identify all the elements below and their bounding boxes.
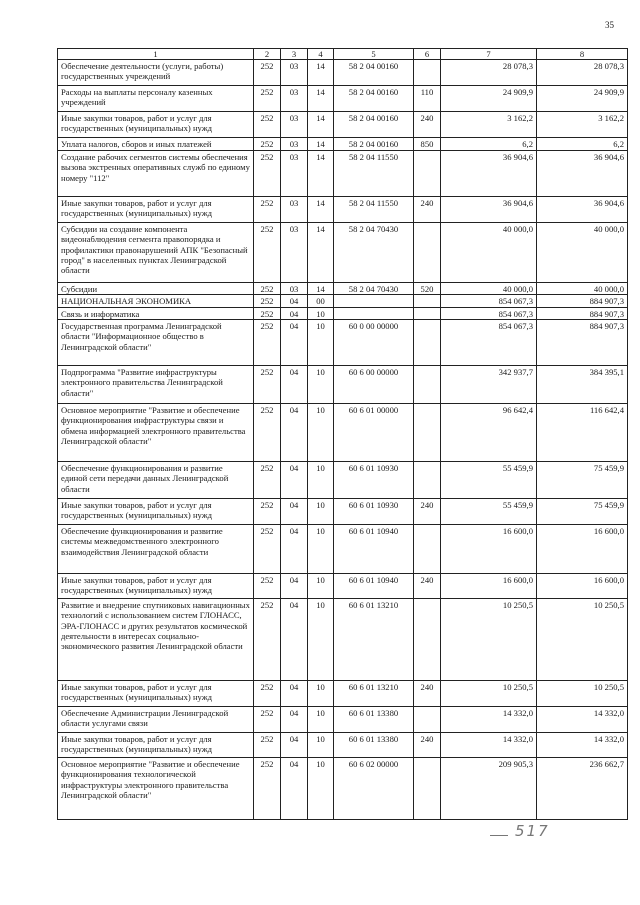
row-name-cell: Расходы на выплаты персоналу казенных учреждений [58,86,254,112]
row-name-cell: Создание рабочих сегментов системы обеспечения вызова экстренных оперативных служб по единому номеру "112" [58,151,254,197]
table-row [58,365,628,403]
section-code-cell: 04 [281,365,308,403]
amount-year1-cell: 16 600,0 [441,573,537,598]
row-name-cell: НАЦИОНАЛЬНАЯ ЭКОНОМИКА [58,295,254,307]
expense-type-cell: 240 [414,197,441,223]
amount-year2-cell: 6,2 [537,138,628,151]
target-article-cell: 58 2 04 00160 [334,86,414,112]
amount-year2-cell: 116 642,4 [537,403,628,461]
section-code-cell: 04 [281,461,308,498]
amount-year1-cell: 854 067,3 [441,319,537,365]
expense-type-cell: 240 [414,680,441,706]
target-article-cell: 58 2 04 11550 [334,197,414,223]
section-code-cell: 03 [281,197,308,223]
target-article-cell: 60 6 01 13380 [334,732,414,757]
target-article-cell: 58 2 04 00160 [334,112,414,138]
row-name-cell: Уплата налогов, сборов и иных платежей [58,138,254,151]
amount-year1-cell: 10 250,5 [441,680,537,706]
header-cell: 2 [254,49,281,60]
header-cell: 3 [281,49,308,60]
section-code-cell: 03 [281,86,308,112]
ministry-code-cell: 252 [254,112,281,138]
subsection-code-cell: 14 [308,151,334,197]
amount-year2-cell: 16 600,0 [537,524,628,573]
amount-year2-cell: 236 662,7 [537,757,628,819]
ministry-code-cell: 252 [254,680,281,706]
ministry-code-cell: 252 [254,524,281,573]
amount-year2-cell: 75 459,9 [537,498,628,524]
expense-type-cell: 240 [414,112,441,138]
header-cell: 1 [58,49,254,60]
amount-year2-cell: 36 904,6 [537,197,628,223]
ministry-code-cell: 252 [254,197,281,223]
expense-type-cell [414,598,441,680]
target-article-cell: 60 6 01 10940 [334,573,414,598]
amount-year1-cell: 36 904,6 [441,151,537,197]
target-article-cell [334,295,414,307]
amount-year1-cell: 55 459,9 [441,461,537,498]
row-name-cell: Развитие и внедрение спутниковых навигационных технологий с использованием систем ГЛОНАСС, ЭРА-ГЛОНАСС и других результатов космической деятельности в интересах социально-экономического развития Ленинградской области [58,598,254,680]
ministry-code-cell: 252 [254,461,281,498]
amount-year1-cell: 10 250,5 [441,598,537,680]
header-cell: 8 [537,49,628,60]
header-cell: 6 [414,49,441,60]
expense-type-cell [414,60,441,86]
section-code-cell: 04 [281,403,308,461]
subsection-code-cell: 10 [308,598,334,680]
subsection-code-cell: 14 [308,112,334,138]
table-row [58,112,628,138]
amount-year2-cell: 884 907,3 [537,319,628,365]
table-row [58,60,628,86]
row-name-cell: Иные закупки товаров, работ и услуг для государственных (муниципальных) нужд [58,732,254,757]
section-code-cell: 04 [281,757,308,819]
ministry-code-cell: 252 [254,283,281,295]
row-name-cell: Субсидии [58,283,254,295]
row-name-cell: Иные закупки товаров, работ и услуг для государственных (муниципальных) нужд [58,680,254,706]
page-number: 35 [605,20,614,30]
subsection-code-cell: 10 [308,524,334,573]
expense-type-cell [414,403,441,461]
subsection-code-cell: 10 [308,307,334,319]
subsection-code-cell: 00 [308,295,334,307]
row-name-cell: Основное мероприятие "Развитие и обеспечение функционирования технологической инфраструктуры электронного правительства Ленинградской области" [58,757,254,819]
amount-year1-cell: 36 904,6 [441,197,537,223]
amount-year1-cell: 55 459,9 [441,498,537,524]
amount-year1-cell: 40 000,0 [441,283,537,295]
row-name-cell: Иные закупки товаров, работ и услуг для государственных (муниципальных) нужд [58,573,254,598]
target-article-cell: 60 6 01 10930 [334,461,414,498]
ministry-code-cell: 252 [254,86,281,112]
target-article-cell: 60 6 01 13210 [334,680,414,706]
expense-type-cell [414,524,441,573]
table-row [58,680,628,706]
subsection-code-cell: 10 [308,573,334,598]
ministry-code-cell: 252 [254,706,281,732]
table-row [58,461,628,498]
expense-type-cell [414,295,441,307]
target-article-cell [334,307,414,319]
ministry-code-cell: 252 [254,60,281,86]
amount-year1-cell: 3 162,2 [441,112,537,138]
expense-type-cell: 850 [414,138,441,151]
section-code-cell: 04 [281,307,308,319]
amount-year2-cell: 14 332,0 [537,732,628,757]
table-row [58,283,628,295]
section-code-cell: 04 [281,524,308,573]
expense-type-cell [414,223,441,283]
amount-year1-cell: 24 909,9 [441,86,537,112]
section-code-cell: 04 [281,573,308,598]
subsection-code-cell: 10 [308,403,334,461]
ministry-code-cell: 252 [254,757,281,819]
row-name-cell: Основное мероприятие "Развитие и обеспечение функционирования инфраструктуры связи и обмена информацией электронного правительства Ленинградской области" [58,403,254,461]
table-row [58,757,628,819]
table-row [58,319,628,365]
target-article-cell: 60 6 00 00000 [334,365,414,403]
handwritten-page-number: 517 [515,822,550,840]
target-article-cell: 60 0 00 00000 [334,319,414,365]
table-row [58,706,628,732]
section-code-cell: 04 [281,498,308,524]
target-article-cell: 58 2 04 11550 [334,151,414,197]
subsection-code-cell: 10 [308,319,334,365]
table-header-row [58,49,628,60]
row-name-cell: Иные закупки товаров, работ и услуг для государственных (муниципальных) нужд [58,197,254,223]
amount-year2-cell: 16 600,0 [537,573,628,598]
expense-type-cell [414,151,441,197]
ministry-code-cell: 252 [254,732,281,757]
table-row [58,403,628,461]
target-article-cell: 58 2 04 70430 [334,283,414,295]
amount-year1-cell: 14 332,0 [441,732,537,757]
table-row [58,524,628,573]
target-article-cell: 60 6 01 10940 [334,524,414,573]
expense-type-cell [414,461,441,498]
section-code-cell: 04 [281,680,308,706]
subsection-code-cell: 10 [308,706,334,732]
table-row [58,295,628,307]
expense-type-cell [414,706,441,732]
expense-type-cell [414,365,441,403]
section-code-cell: 04 [281,598,308,680]
table-row [58,598,628,680]
amount-year2-cell: 24 909,9 [537,86,628,112]
section-code-cell: 04 [281,319,308,365]
subsection-code-cell: 10 [308,680,334,706]
subsection-code-cell: 14 [308,86,334,112]
row-name-cell: Иные закупки товаров, работ и услуг для государственных (муниципальных) нужд [58,498,254,524]
table-row [58,307,628,319]
header-cell: 7 [441,49,537,60]
amount-year2-cell: 10 250,5 [537,680,628,706]
row-name-cell: Связь и информатика [58,307,254,319]
table-row [58,732,628,757]
target-article-cell: 58 2 04 00160 [334,60,414,86]
ministry-code-cell: 252 [254,598,281,680]
target-article-cell: 60 6 02 00000 [334,757,414,819]
expense-type-cell: 240 [414,732,441,757]
amount-year1-cell: 209 905,3 [441,757,537,819]
table-row [58,138,628,151]
section-code-cell: 03 [281,223,308,283]
amount-year2-cell: 10 250,5 [537,598,628,680]
amount-year2-cell: 884 907,3 [537,307,628,319]
ministry-code-cell: 252 [254,498,281,524]
ministry-code-cell: 252 [254,223,281,283]
ministry-code-cell: 252 [254,295,281,307]
section-code-cell: 03 [281,112,308,138]
ministry-code-cell: 252 [254,319,281,365]
subsection-code-cell: 14 [308,60,334,86]
amount-year1-cell: 96 642,4 [441,403,537,461]
amount-year2-cell: 884 907,3 [537,295,628,307]
ministry-code-cell: 252 [254,307,281,319]
expense-type-cell [414,307,441,319]
amount-year1-cell: 16 600,0 [441,524,537,573]
target-article-cell: 58 2 04 00160 [334,138,414,151]
row-name-cell: Обеспечение деятельности (услуги, работы) государственных учреждений [58,60,254,86]
table-row [58,151,628,197]
amount-year2-cell: 40 000,0 [537,223,628,283]
expense-type-cell: 520 [414,283,441,295]
row-name-cell: Субсидии на создание компонента видеонаблюдения сегмента правопорядка и профилактики правонарушений АПК "Безопасный город" в населенных пунктах Ленинградской области [58,223,254,283]
section-code-cell: 04 [281,295,308,307]
target-article-cell: 60 6 01 00000 [334,403,414,461]
table-row [58,573,628,598]
ministry-code-cell: 252 [254,151,281,197]
section-code-cell: 03 [281,283,308,295]
subsection-code-cell: 14 [308,197,334,223]
target-article-cell: 60 6 01 10930 [334,498,414,524]
amount-year2-cell: 36 904,6 [537,151,628,197]
section-code-cell: 03 [281,151,308,197]
header-cell: 5 [334,49,414,60]
target-article-cell: 60 6 01 13380 [334,706,414,732]
ministry-code-cell: 252 [254,138,281,151]
amount-year1-cell: 6,2 [441,138,537,151]
ministry-code-cell: 252 [254,365,281,403]
amount-year1-cell: 854 067,3 [441,307,537,319]
subsection-code-cell: 14 [308,283,334,295]
table-row [58,223,628,283]
amount-year1-cell: 28 078,3 [441,60,537,86]
ministry-code-cell: 252 [254,573,281,598]
table-row [58,197,628,223]
subsection-code-cell: 10 [308,757,334,819]
subsection-code-cell: 14 [308,138,334,151]
expense-type-cell [414,757,441,819]
row-name-cell: Иные закупки товаров, работ и услуг для государственных (муниципальных) нужд [58,112,254,138]
budget-table [57,48,628,820]
ministry-code-cell: 252 [254,403,281,461]
section-code-cell: 03 [281,138,308,151]
section-code-cell: 04 [281,706,308,732]
amount-year1-cell: 854 067,3 [441,295,537,307]
amount-year1-cell: 40 000,0 [441,223,537,283]
expense-type-cell: 110 [414,86,441,112]
header-cell: 4 [308,49,334,60]
amount-year1-cell: 342 937,7 [441,365,537,403]
target-article-cell: 58 2 04 70430 [334,223,414,283]
expense-type-cell: 240 [414,573,441,598]
amount-year2-cell: 3 162,2 [537,112,628,138]
subsection-code-cell: 10 [308,365,334,403]
row-name-cell: Обеспечение функционирования и развитие единой сети передачи данных Ленинградской области [58,461,254,498]
table-row [58,498,628,524]
target-article-cell: 60 6 01 13210 [334,598,414,680]
row-name-cell: Обеспечение Администрации Ленинградской области услугами связи [58,706,254,732]
section-code-cell: 04 [281,732,308,757]
amount-year2-cell: 75 459,9 [537,461,628,498]
row-name-cell: Подпрограмма "Развитие инфраструктуры электронного правительства Ленинградской области" [58,365,254,403]
expense-type-cell: 240 [414,498,441,524]
amount-year2-cell: 14 332,0 [537,706,628,732]
amount-year1-cell: 14 332,0 [441,706,537,732]
subsection-code-cell: 10 [308,461,334,498]
row-name-cell: Государственная программа Ленинградской области "Информационное общество в Ленинградской области" [58,319,254,365]
amount-year2-cell: 28 078,3 [537,60,628,86]
section-code-cell: 03 [281,60,308,86]
subsection-code-cell: 10 [308,498,334,524]
amount-year2-cell: 384 395,1 [537,365,628,403]
amount-year2-cell: 40 000,0 [537,283,628,295]
table-row [58,86,628,112]
handwritten-dash [490,835,508,836]
subsection-code-cell: 10 [308,732,334,757]
expense-type-cell [414,319,441,365]
row-name-cell: Обеспечение функционирования и развитие системы межведомственного электронного взаимодействия Ленинградской области [58,524,254,573]
subsection-code-cell: 14 [308,223,334,283]
